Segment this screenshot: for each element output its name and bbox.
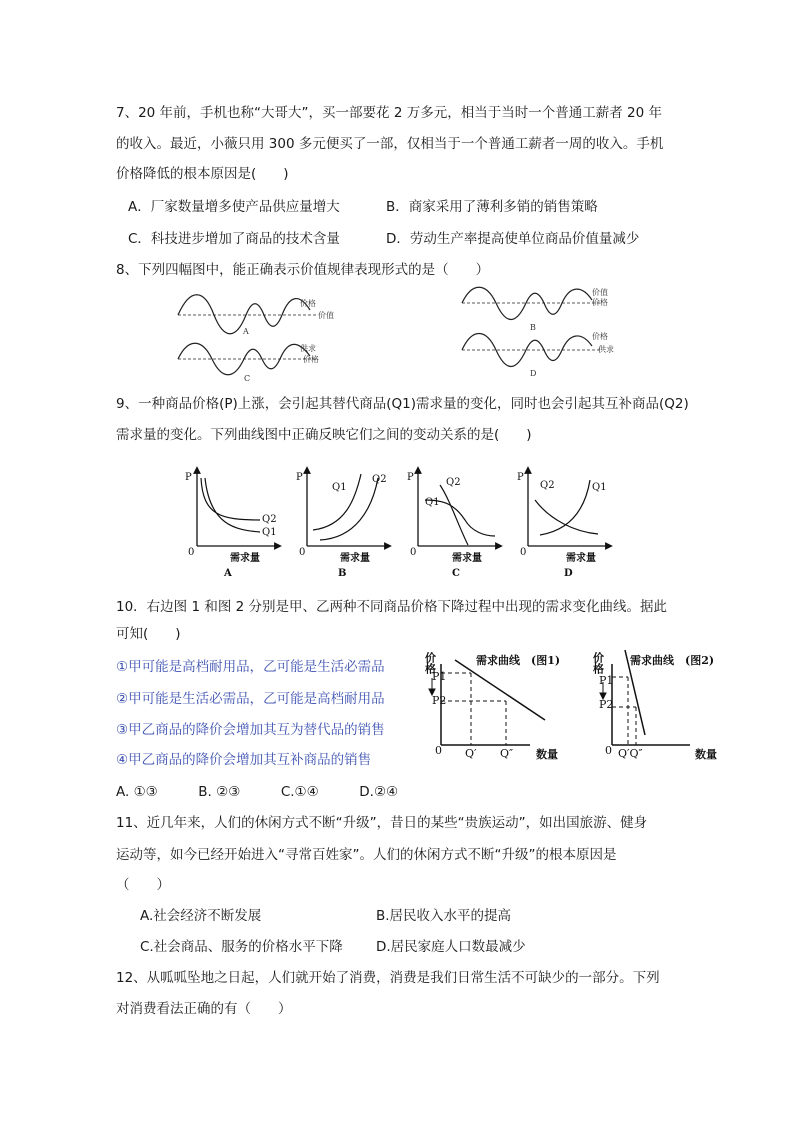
q10-options: A. ①③ B. ②③ C.①④ D.②④ — [116, 784, 399, 800]
q11-stem-line2: 运动等，如今已经开始进入“寻常百姓家”。人们的休闲方式不断“升级”的根本原因是 — [116, 847, 617, 863]
q8-stem: 8、下列四幅图中，能正确表示价值规律表现形式的是（ ） — [116, 262, 490, 278]
q9-a-zero: 0 — [188, 547, 195, 558]
q10-stem-line1: 10．右边图 1 和图 2 分别是甲、乙两种不同商品价格下降过程中出现的需求变化曲线。据此 — [116, 599, 668, 615]
q12-stem-line1: 12、从呱呱坠地之日起，人们就开始了消费，消费是我们日常生活不可缺少的一部分。下列 — [116, 970, 660, 986]
q7-option-a: A．厂家数量增多使产品供应量增大 — [128, 199, 340, 215]
q10-fig1-ylabel: 价格 — [423, 652, 437, 674]
q9-d-q2: Q2 — [540, 480, 555, 491]
q7-stem-line1: 7、20 年前，手机也称“大哥大”，买一部要花 2 万多元，相当于当时一个普通工薪者 20 年 — [116, 105, 662, 121]
q10-fig1-q1: Q′ — [465, 747, 477, 760]
q9-letter-a: A — [224, 568, 232, 579]
q8-d-label1: 价格 — [592, 332, 608, 341]
q11-option-d: D.居民家庭人口数最减少 — [376, 939, 526, 955]
q9-letter-b: B — [338, 568, 347, 579]
q11-option-a: A.社会经济不断发展 — [140, 908, 262, 924]
q9-b-zero: 0 — [299, 547, 306, 558]
q10-fig1-p2: P2 — [432, 694, 447, 707]
q9-letter-c: C — [452, 568, 460, 579]
q11-option-b: B.居民收入水平的提高 — [376, 908, 512, 924]
q9-c-p: P — [407, 472, 414, 483]
q9-d-zero: 0 — [520, 547, 527, 558]
q10-statement-1: ①甲可能是高档耐用品，乙可能是生活必需品 — [116, 659, 385, 675]
q9-b-p: P — [296, 472, 303, 483]
q8-a-letter: A — [243, 327, 249, 336]
q11-stem-line1: 11、近几年来，人们的休闲方式不断“升级”，昔日的某些“贵族运动”，如出国旅游、健身 — [116, 815, 648, 831]
q9-b-xlabel: 需求量 — [340, 553, 370, 564]
q9-stem-line1: 9、一种商品价格(P)上涨，会引起其替代商品(Q1)需求量的变化，同时也会引起其互补商品(Q2) — [116, 396, 689, 412]
q8-b-label2: 价格 — [592, 298, 608, 307]
q9-b-q1: Q1 — [332, 482, 347, 493]
q7-option-c: C．科技进步增加了商品的技术含量 — [128, 231, 340, 247]
q10-fig1-p1: P1 — [432, 670, 447, 683]
q10-fig2-p2: P2 — [599, 698, 614, 711]
q9-d-q1: Q1 — [592, 482, 607, 493]
q10-statement-4: ④甲乙商品的降价会增加其互补商品的销售 — [116, 752, 372, 768]
q10-fig1-zero: 0 — [435, 744, 442, 757]
q10-fig1-demand-line — [455, 660, 545, 720]
q10-fig2-ylabel: 价格 — [591, 652, 605, 674]
q10-statement-3: ③甲乙商品的降价会增加其互为替代品的销售 — [116, 722, 385, 738]
q7-option-b: B．商家采用了薄利多销的销售策略 — [386, 199, 598, 215]
q9-stem-line2: 需求量的变化。下列曲线图中正确反映它们之间的变动关系的是( ) — [116, 427, 532, 443]
q12-stem-line2: 对消费看法正确的有（ ） — [116, 1001, 292, 1017]
q10-fig1-q2: Q″ — [500, 747, 514, 760]
q9-c-q2: Q2 — [446, 477, 461, 488]
q11-option-c: C.社会商品、服务的价格水平下降 — [140, 939, 343, 955]
q9-c-xlabel: 需求量 — [452, 553, 482, 564]
q8-a-label1: 价格 — [300, 299, 316, 308]
q10-fig2-xlabel: 数量 — [695, 748, 717, 761]
q10-fig2-title: 需求曲线 (图2) — [630, 654, 715, 667]
q8-c-label1: 供求 — [300, 344, 316, 353]
q9-b-q2: Q2 — [372, 474, 387, 485]
q11-stem-line3: （ ） — [116, 877, 170, 893]
q8-d-label2: 供求 — [598, 345, 614, 354]
q10-fig1-xlabel: 数量 — [536, 748, 558, 761]
q10-fig2-zero: 0 — [605, 744, 612, 757]
q9-a-q1: Q1 — [262, 527, 277, 538]
q8-d-letter: D — [530, 369, 537, 378]
q10-fig1-title: 需求曲线 (图1) — [476, 654, 561, 667]
q7-stem-line3: 价格降低的根本原因是( ) — [116, 166, 289, 182]
q8-c-letter: C — [244, 374, 251, 383]
q9-c-zero: 0 — [410, 547, 417, 558]
q9-a-xlabel: 需求量 — [230, 553, 260, 564]
q9-d-p: P — [517, 472, 524, 483]
q8-a-label2: 价值 — [318, 311, 334, 320]
q9-a-p: P — [185, 472, 192, 483]
q9-c-q1: Q1 — [425, 497, 440, 508]
q8-b-letter: B — [530, 323, 536, 332]
q7-stem-line2: 的收入。最近，小薇只用 300 多元便买了一部，仅相当于一个普通工薪者一周的收入。手机 — [116, 136, 664, 152]
q10-stem-line2: 可知( ) — [116, 626, 181, 642]
q8-b-label1: 价值 — [592, 288, 608, 297]
q10-statement-2: ②甲可能是生活必需品，乙可能是高档耐用品 — [116, 691, 385, 707]
q8-c-label2: 价格 — [303, 355, 319, 364]
q10-fig2-p1: P1 — [599, 674, 614, 687]
q9-d-xlabel: 需求量 — [566, 553, 596, 564]
q9-a-q2: Q2 — [262, 514, 277, 525]
q9-letter-d: D — [564, 568, 573, 579]
q7-option-d: D．劳动生产率提高使单位商品价值量减少 — [386, 231, 640, 247]
q10-fig2-q: Q′Q″ — [618, 747, 643, 760]
